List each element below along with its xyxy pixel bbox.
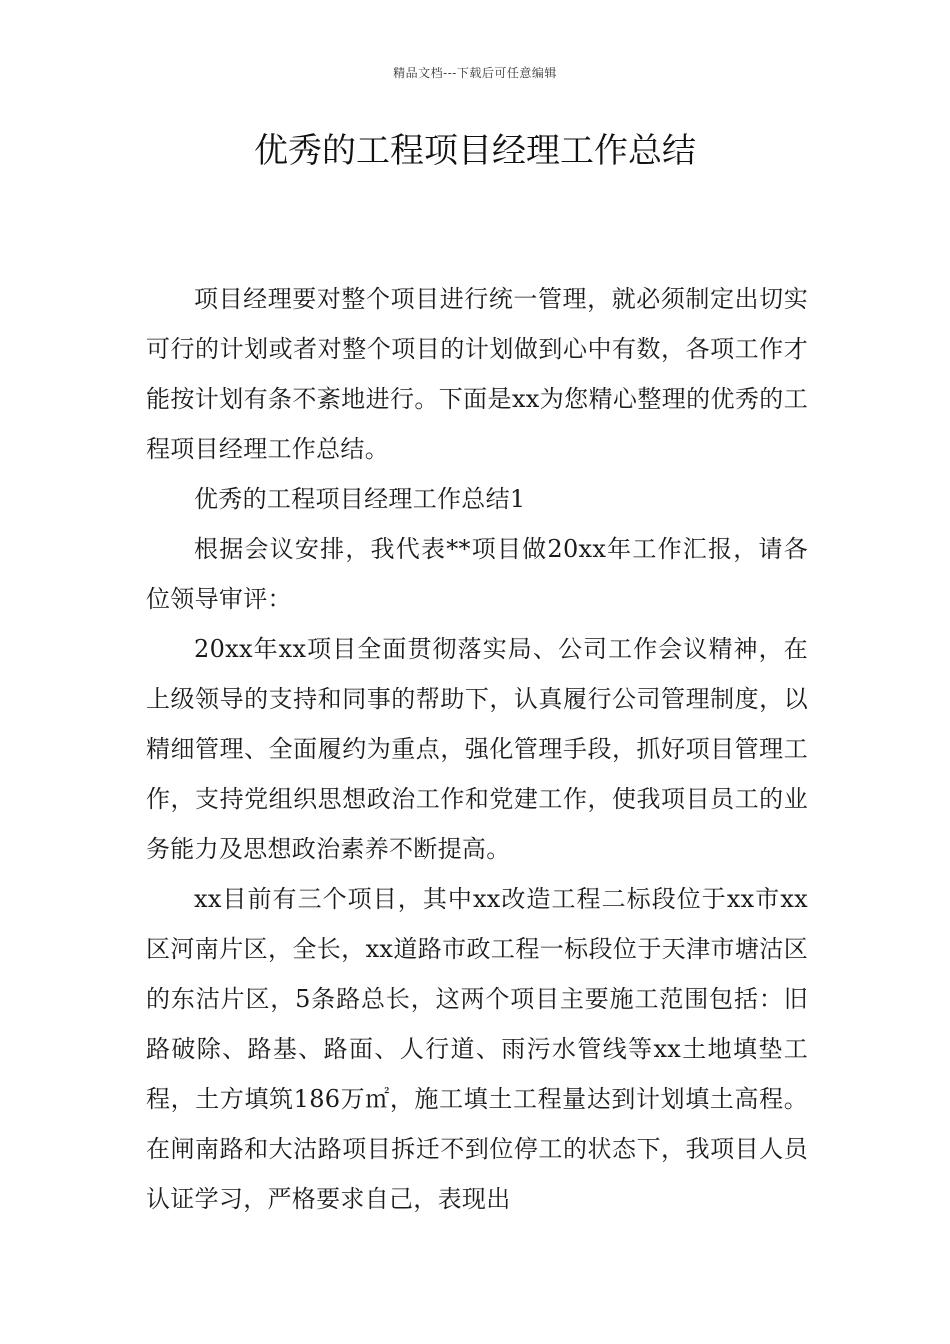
paragraph-section-heading: 优秀的工程项目经理工作总结1 — [194, 485, 526, 513]
header-note: 精品文档---下载后可任意编辑 — [393, 66, 557, 80]
page-title: 优秀的工程项目经理工作总结 — [254, 131, 696, 171]
document-body — [146, 274, 808, 1224]
paragraph-projects: xx目前有三个项目，其中xx改造工程二标段位于xx市xx区河南片区，全长，xx道路市政工程一标段位于天津市塘沽区的东沽片区，5条路总长，这两个项目主要施工范围包括：旧路破除、路基、路面、人行道、雨污水管线等xx土地填垫工程，土方填筑186万㎡，施工填土工程量达到计划填土高程。在闸南路和大沽路项目拆迁不到位停工的状态下，我项目人员认证学习，严格要求自己，表现出 — [146, 885, 808, 1213]
paragraph-report-opening: 根据会议安排，我代表**项目做20xx年工作汇报，请各位领导审评： — [146, 535, 808, 613]
paragraph-intro: 项目经理要对整个项目进行统一管理，就必须制定出切实可行的计划或者对整个项目的计划做到心中有数，各项工作才能按计划有条不紊地进行。下面是xx为您精心整理的优秀的工程项目经理工作总结。 — [146, 285, 808, 463]
paragraph-annual-summary: 20xx年xx项目全面贯彻落实局、公司工作会议精神，在上级领导的支持和同事的帮助下，认真履行公司管理制度，以精细管理、全面履约为重点，强化管理手段，抓好项目管理工作，支持党组织思想政治工作和党建工作，使我项目员工的业务能力及思想政治素养不断提高。 — [146, 635, 808, 863]
